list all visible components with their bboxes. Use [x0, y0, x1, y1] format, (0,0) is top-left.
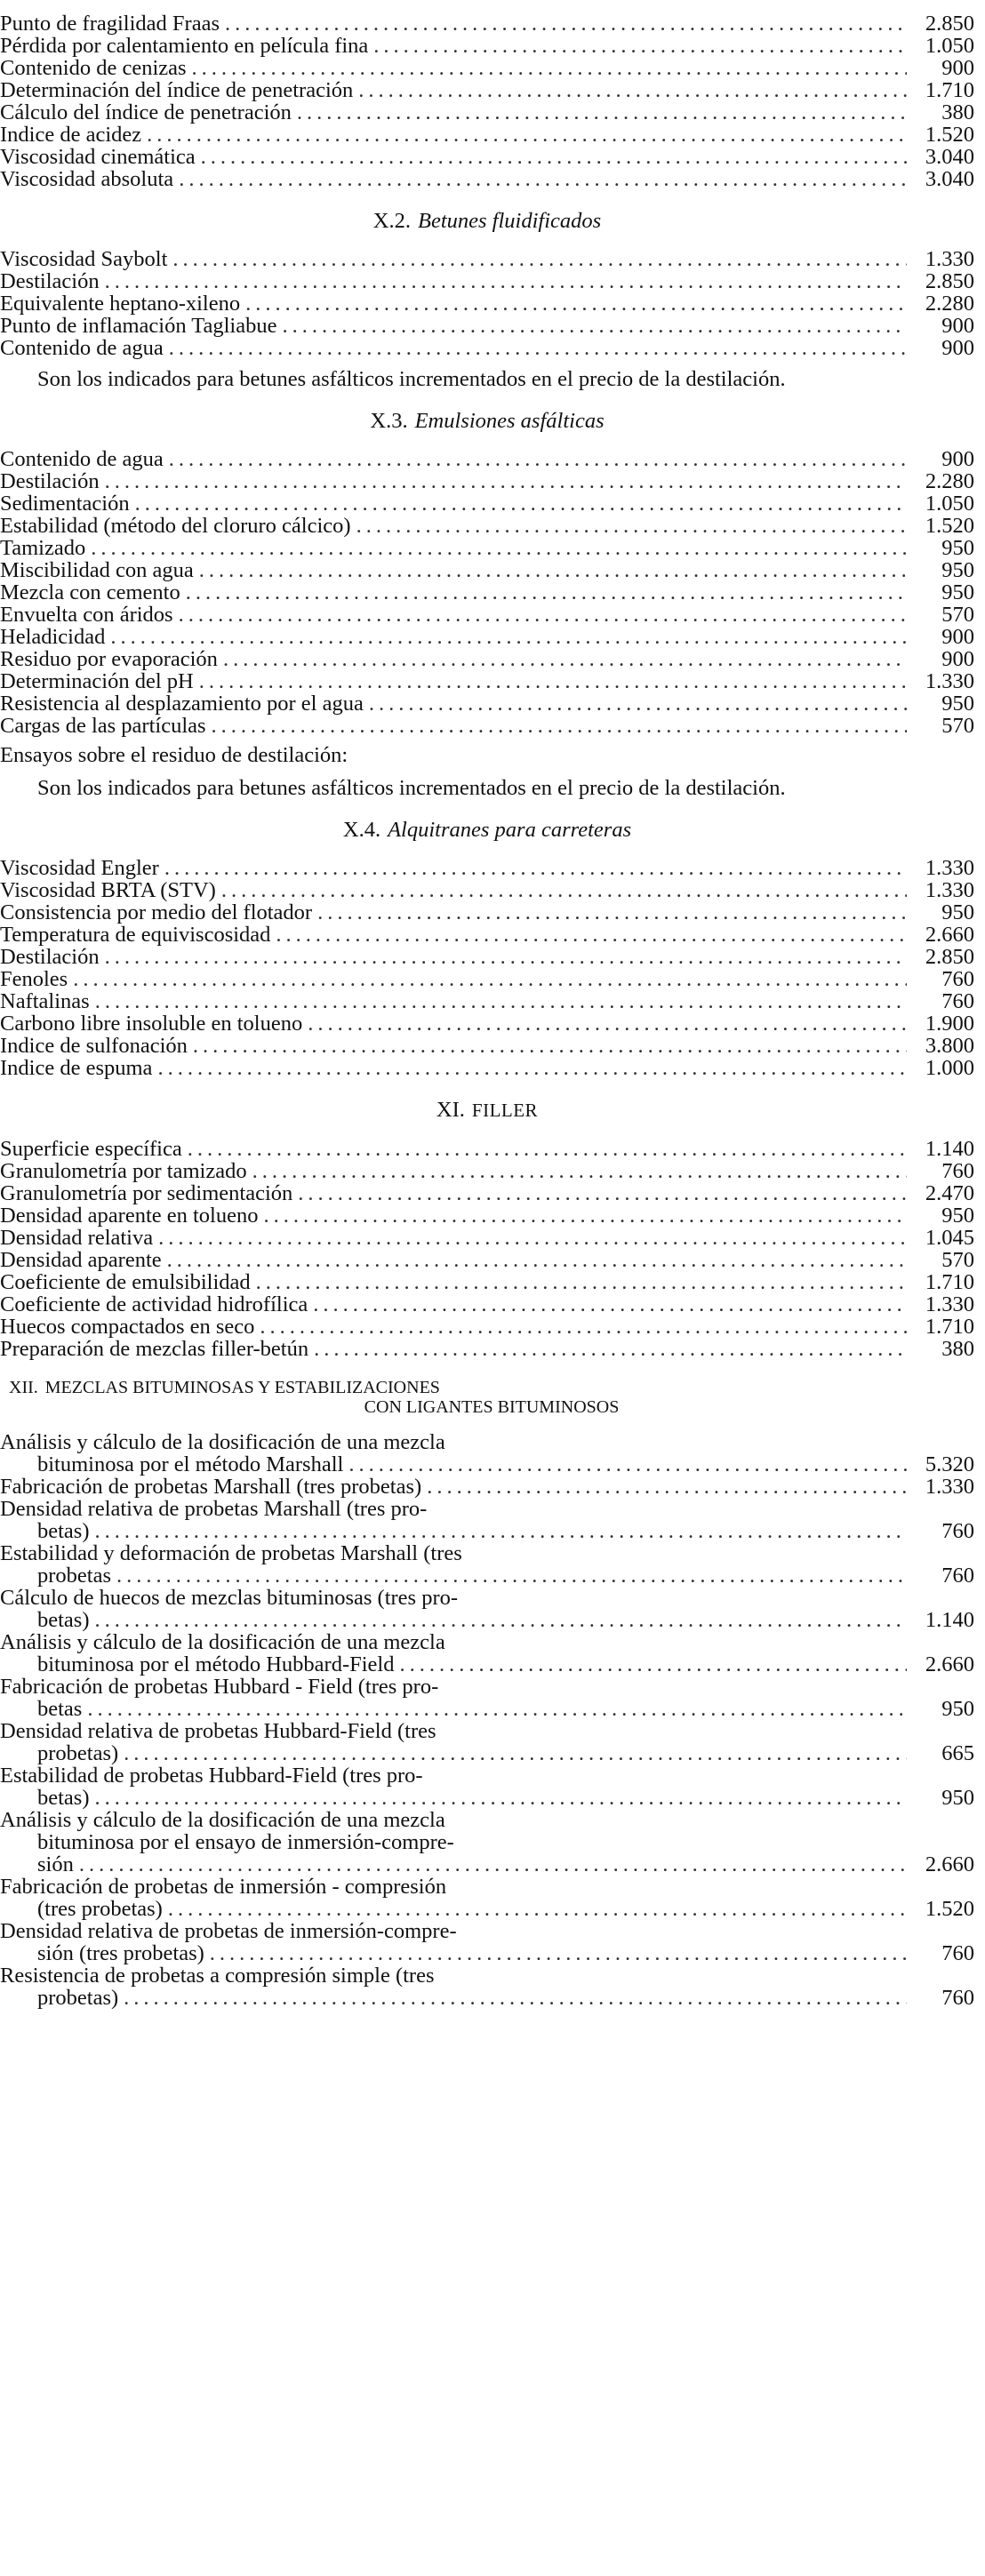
price-row: [0, 715, 974, 737]
row-label: Coeficiente de emulsibilidad: [0, 1270, 251, 1294]
row-label: Equivalente heptano-xileno: [0, 292, 241, 316]
section-title: Betunes fluidificados: [418, 209, 602, 233]
price-row: [0, 315, 974, 337]
price-row: [0, 1653, 974, 1676]
price-list-xii: [0, 1431, 974, 2009]
price-row: [0, 604, 974, 626]
price-row: [0, 12, 974, 35]
row-label: Fenoles: [0, 967, 68, 991]
row-value: 950: [941, 900, 974, 924]
row-label: Contenido de cenizas: [0, 56, 187, 80]
price-row: [0, 692, 974, 715]
row-label: Contenido de agua: [0, 336, 164, 360]
row-value: 5.320: [925, 1452, 974, 1476]
row-value: 1.520: [925, 1897, 974, 1921]
price-row: [0, 924, 974, 946]
row-label: Temperatura de equiviscosidad: [0, 923, 271, 947]
row-value: 950: [941, 1786, 974, 1810]
price-row: [0, 1338, 974, 1360]
row-label: Miscibilidad con agua: [0, 558, 194, 582]
row-value: 2.660: [925, 923, 974, 947]
row-value: 3.040: [925, 167, 974, 191]
section-title: Emulsiones asfálticas: [414, 409, 605, 433]
row-value: 760: [941, 1159, 974, 1183]
row-value: 2.850: [925, 269, 974, 293]
price-row: [0, 1012, 974, 1035]
row-value: 1.000: [925, 1056, 974, 1080]
section-number: X.4.: [342, 818, 381, 842]
row-label: Resistencia al desplazamiento por el agua: [0, 692, 364, 716]
price-row: [0, 448, 974, 470]
section-heading-x3: [0, 410, 974, 432]
row-value: 900: [941, 56, 974, 80]
section-title-line1: MEZCLAS BITUMINOSAS Y ESTABILIZACIONES: [44, 1378, 440, 1397]
price-row: [0, 79, 974, 101]
row-value: 760: [941, 1564, 974, 1588]
row-label: betas): [37, 1608, 90, 1632]
item-text-line: bituminosa por el ensayo de inmersión-compre-: [37, 1830, 454, 1854]
price-row: [0, 1227, 974, 1249]
section-number: XI.: [436, 1098, 465, 1122]
item-text-line: Densidad relativa de probetas de inmersión-compre-: [0, 1919, 457, 1943]
row-value: 570: [941, 714, 974, 738]
price-row: [0, 1898, 974, 1920]
price-row: [0, 537, 974, 559]
row-label: Viscosidad Saybolt: [0, 247, 168, 271]
price-row: [0, 670, 974, 692]
price-row: [0, 1160, 974, 1182]
price-item: [0, 1764, 974, 1809]
row-value: 950: [941, 536, 974, 560]
price-item: [0, 1876, 974, 1920]
row-value: 380: [941, 100, 974, 124]
row-label: Fabricación de probetas Marshall (tres probetas): [0, 1475, 422, 1499]
price-row: [0, 1271, 974, 1293]
item-text-line: Análisis y cálculo de la dosificación de una mezcla: [0, 1808, 445, 1832]
row-value: 1.050: [925, 34, 974, 58]
price-row: [0, 124, 974, 146]
row-value: 380: [941, 1337, 974, 1361]
row-value: 2.850: [925, 945, 974, 969]
row-value: 950: [941, 580, 974, 604]
row-label: Residuo por evaporación: [0, 647, 218, 671]
price-row: [0, 581, 974, 604]
row-value: 950: [941, 558, 974, 582]
row-label: probetas): [37, 1741, 119, 1765]
price-row: [0, 146, 974, 168]
row-label: bituminosa por el método Marshall: [37, 1452, 344, 1476]
price-row: [0, 168, 974, 190]
row-label: Indice de acidez: [0, 123, 142, 147]
row-value: 2.850: [925, 12, 974, 36]
price-row: [0, 1520, 974, 1542]
price-row: [0, 1453, 974, 1476]
row-label: Cálculo del índice de penetración: [0, 100, 292, 124]
price-item: [0, 1920, 974, 1964]
price-item: [0, 1631, 974, 1676]
row-label: Cargas de las partículas: [0, 714, 206, 738]
price-row: [0, 35, 974, 57]
section-number: X.2.: [372, 209, 411, 233]
item-text-line: Fabricación de probetas Hubbard - Field (tres pro-: [0, 1675, 439, 1699]
row-value: 2.280: [925, 292, 974, 316]
row-value: 760: [941, 989, 974, 1013]
row-label: betas): [37, 1786, 90, 1810]
item-text-line: Análisis y cálculo de la dosificación de una mezcla: [0, 1430, 445, 1454]
row-label: Indice de espuma: [0, 1056, 153, 1080]
row-value: 900: [941, 314, 974, 338]
row-label: Destilación: [0, 945, 100, 969]
price-row: [0, 1057, 974, 1079]
price-row: [0, 1249, 974, 1271]
section-title: FILLER: [471, 1100, 539, 1121]
item-text-line: Fabricación de probetas de inmersión - compresión: [0, 1875, 447, 1899]
section-note: Son los indicados para betunes asfálticos incrementados en el precio de la destilación.: [37, 367, 786, 391]
section-heading-xii: [0, 1378, 974, 1417]
price-row: [0, 1204, 974, 1227]
price-item: [0, 1542, 974, 1587]
price-row: [0, 1293, 974, 1316]
row-label: probetas): [37, 1986, 119, 2010]
row-label: Viscosidad Engler: [0, 856, 159, 880]
row-label: sión (tres probetas): [37, 1941, 204, 1965]
row-value: 1.710: [925, 1315, 974, 1339]
row-label: Destilación: [0, 269, 100, 293]
row-label: Tamizado: [0, 536, 86, 560]
row-value: 760: [941, 1519, 974, 1543]
price-row: [0, 492, 974, 515]
price-list-x4: [0, 857, 974, 1079]
row-label: Densidad aparente en tolueno: [0, 1204, 259, 1228]
section-heading-x4: [0, 819, 974, 841]
price-row: [0, 1476, 974, 1498]
price-row: [0, 1742, 974, 1764]
price-row: [0, 1787, 974, 1809]
row-value: 760: [941, 967, 974, 991]
row-value: 900: [941, 336, 974, 360]
row-label: Naftalinas: [0, 989, 90, 1013]
row-label: Preparación de mezclas filler-betún: [0, 1337, 309, 1361]
price-row: [0, 337, 974, 359]
row-value: 900: [941, 447, 974, 471]
row-label: Huecos compactados en seco: [0, 1315, 255, 1339]
row-value: 1.710: [925, 1270, 974, 1294]
price-row: [0, 292, 974, 315]
price-row: [0, 515, 974, 537]
row-label: Destilación: [0, 469, 100, 493]
row-label: Densidad aparente: [0, 1248, 162, 1272]
row-value: 1.900: [925, 1012, 974, 1036]
row-value: 2.660: [925, 1652, 974, 1676]
section-heading-xi: [0, 1099, 974, 1122]
row-value: 900: [941, 625, 974, 649]
price-row: [0, 470, 974, 492]
row-label: Contenido de agua: [0, 447, 164, 471]
row-value: 1.520: [925, 123, 974, 147]
row-value: 950: [941, 692, 974, 716]
price-row: [0, 270, 974, 292]
row-label: (tres probetas): [37, 1897, 163, 1921]
price-row: [0, 1035, 974, 1057]
row-value: 2.470: [925, 1181, 974, 1205]
price-list-x3: [0, 448, 974, 737]
price-row: [0, 990, 974, 1012]
row-value: 760: [941, 1941, 974, 1965]
row-value: 2.280: [925, 469, 974, 493]
row-label: Superficie específica: [0, 1137, 182, 1161]
price-row: [0, 968, 974, 990]
row-label: probetas: [37, 1564, 111, 1588]
row-value: 665: [941, 1741, 974, 1765]
price-item: [0, 1809, 974, 1876]
row-label: Densidad relativa: [0, 1226, 154, 1250]
row-label: Determinación del índice de penetración: [0, 78, 354, 102]
price-list-x2: [0, 248, 974, 359]
price-row: [0, 857, 974, 879]
row-value: 900: [941, 647, 974, 671]
price-row: [0, 101, 974, 124]
price-list-xi: [0, 1138, 974, 1360]
price-row: [0, 1987, 974, 2009]
row-label: Viscosidad cinemática: [0, 145, 196, 169]
section-heading-x2: [0, 210, 974, 232]
price-row: [0, 57, 974, 79]
row-label: Punto de inflamación Tagliabue: [0, 314, 277, 338]
row-value: 1.520: [925, 514, 974, 538]
price-row: [0, 1698, 974, 1720]
price-row: [0, 1316, 974, 1338]
row-value: 3.040: [925, 145, 974, 169]
item-text-line: Estabilidad de probetas Hubbard-Field (tres pro-: [0, 1764, 423, 1788]
row-value: 1.330: [925, 856, 974, 880]
price-row: [0, 1138, 974, 1160]
row-value: 1.140: [925, 1137, 974, 1161]
row-label: sión: [37, 1852, 74, 1876]
row-value: 1.330: [925, 247, 974, 271]
price-row: [0, 946, 974, 968]
row-label: Determinación del pH: [0, 669, 194, 693]
price-row: [0, 648, 974, 670]
price-item: [0, 1720, 974, 1764]
price-row: [0, 626, 974, 648]
row-label: Sedimentación: [0, 492, 130, 516]
price-row: [0, 559, 974, 581]
section-note: Son los indicados para betunes asfálticos incrementados en el precio de la destilación.: [37, 776, 786, 800]
row-label: Coeficiente de actividad hidrofílica: [0, 1292, 308, 1316]
row-value: 2.660: [925, 1852, 974, 1876]
row-label: Consistencia por medio del flotador: [0, 900, 313, 924]
section-title: Alquitranes para carreteras: [388, 818, 632, 842]
row-label: Granulometría por sedimentación: [0, 1181, 293, 1205]
section-number: XII.: [9, 1378, 38, 1397]
row-label: Pérdida por calentamiento en película fina: [0, 34, 369, 58]
row-value: 1.140: [925, 1608, 974, 1632]
row-value: 570: [941, 603, 974, 627]
row-value: 1.045: [925, 1226, 974, 1250]
row-value: 1.330: [925, 1292, 974, 1316]
row-value: 3.800: [925, 1034, 974, 1058]
price-item: [0, 1964, 974, 2009]
row-value: 1.710: [925, 78, 974, 102]
price-row: [0, 901, 974, 924]
row-label: Heladicidad: [0, 625, 106, 649]
row-label: betas): [37, 1519, 90, 1543]
top-price-list: [0, 12, 974, 190]
row-label: Estabilidad (método del cloruro cálcico): [0, 514, 351, 538]
price-row: [0, 1182, 974, 1204]
row-value: 1.050: [925, 492, 974, 516]
item-text-line: Densidad relativa de probetas Marshall (tres pro-: [0, 1497, 428, 1521]
price-item: [0, 1676, 974, 1720]
row-value: 1.330: [925, 1475, 974, 1499]
price-row: [0, 248, 974, 270]
row-value: 570: [941, 1248, 974, 1272]
row-value: 1.330: [925, 669, 974, 693]
item-text-line: Resistencia de probetas a compresión simple (tres: [0, 1964, 435, 1988]
row-label: betas: [37, 1697, 83, 1721]
price-item: [0, 1431, 974, 1476]
row-label: Envuelta con áridos: [0, 603, 173, 627]
item-text-line: Densidad relativa de probetas Hubbard-Field (tres: [0, 1719, 436, 1743]
price-item: [0, 1587, 974, 1631]
row-value: 950: [941, 1697, 974, 1721]
item-text-line: Estabilidad y deformación de probetas Marshall (tres: [0, 1541, 462, 1565]
price-row: [0, 1609, 974, 1631]
row-label: Mezcla con cemento: [0, 580, 180, 604]
row-value: 760: [941, 1986, 974, 2010]
price-row: [0, 1853, 974, 1876]
row-label: Carbono libre insoluble en tolueno: [0, 1012, 303, 1036]
row-label: Viscosidad BRTA (STV): [0, 878, 216, 902]
row-value: 950: [941, 1204, 974, 1228]
row-label: Punto de fragilidad Fraas: [0, 12, 220, 36]
section-title-line2: CON LIGANTES BITUMINOSOS: [364, 1397, 620, 1417]
item-text-line: Cálculo de huecos de mezclas bituminosas (tres pro-: [0, 1586, 459, 1610]
row-value: 1.330: [925, 878, 974, 902]
price-item: [0, 1498, 974, 1542]
item-text-line: Análisis y cálculo de la dosificación de una mezcla: [0, 1630, 445, 1654]
row-label: Viscosidad absoluta: [0, 167, 174, 191]
price-row: [0, 1942, 974, 1964]
row-label: bituminosa por el método Hubbard-Field: [37, 1652, 395, 1676]
price-row: [0, 879, 974, 901]
row-label: Granulometría por tamizado: [0, 1159, 247, 1183]
residue-tests-line: Ensayos sobre el residuo de destilación:: [0, 743, 348, 767]
price-row: [0, 1564, 974, 1587]
section-number: X.3.: [370, 409, 408, 433]
row-label: Indice de sulfonación: [0, 1034, 188, 1058]
